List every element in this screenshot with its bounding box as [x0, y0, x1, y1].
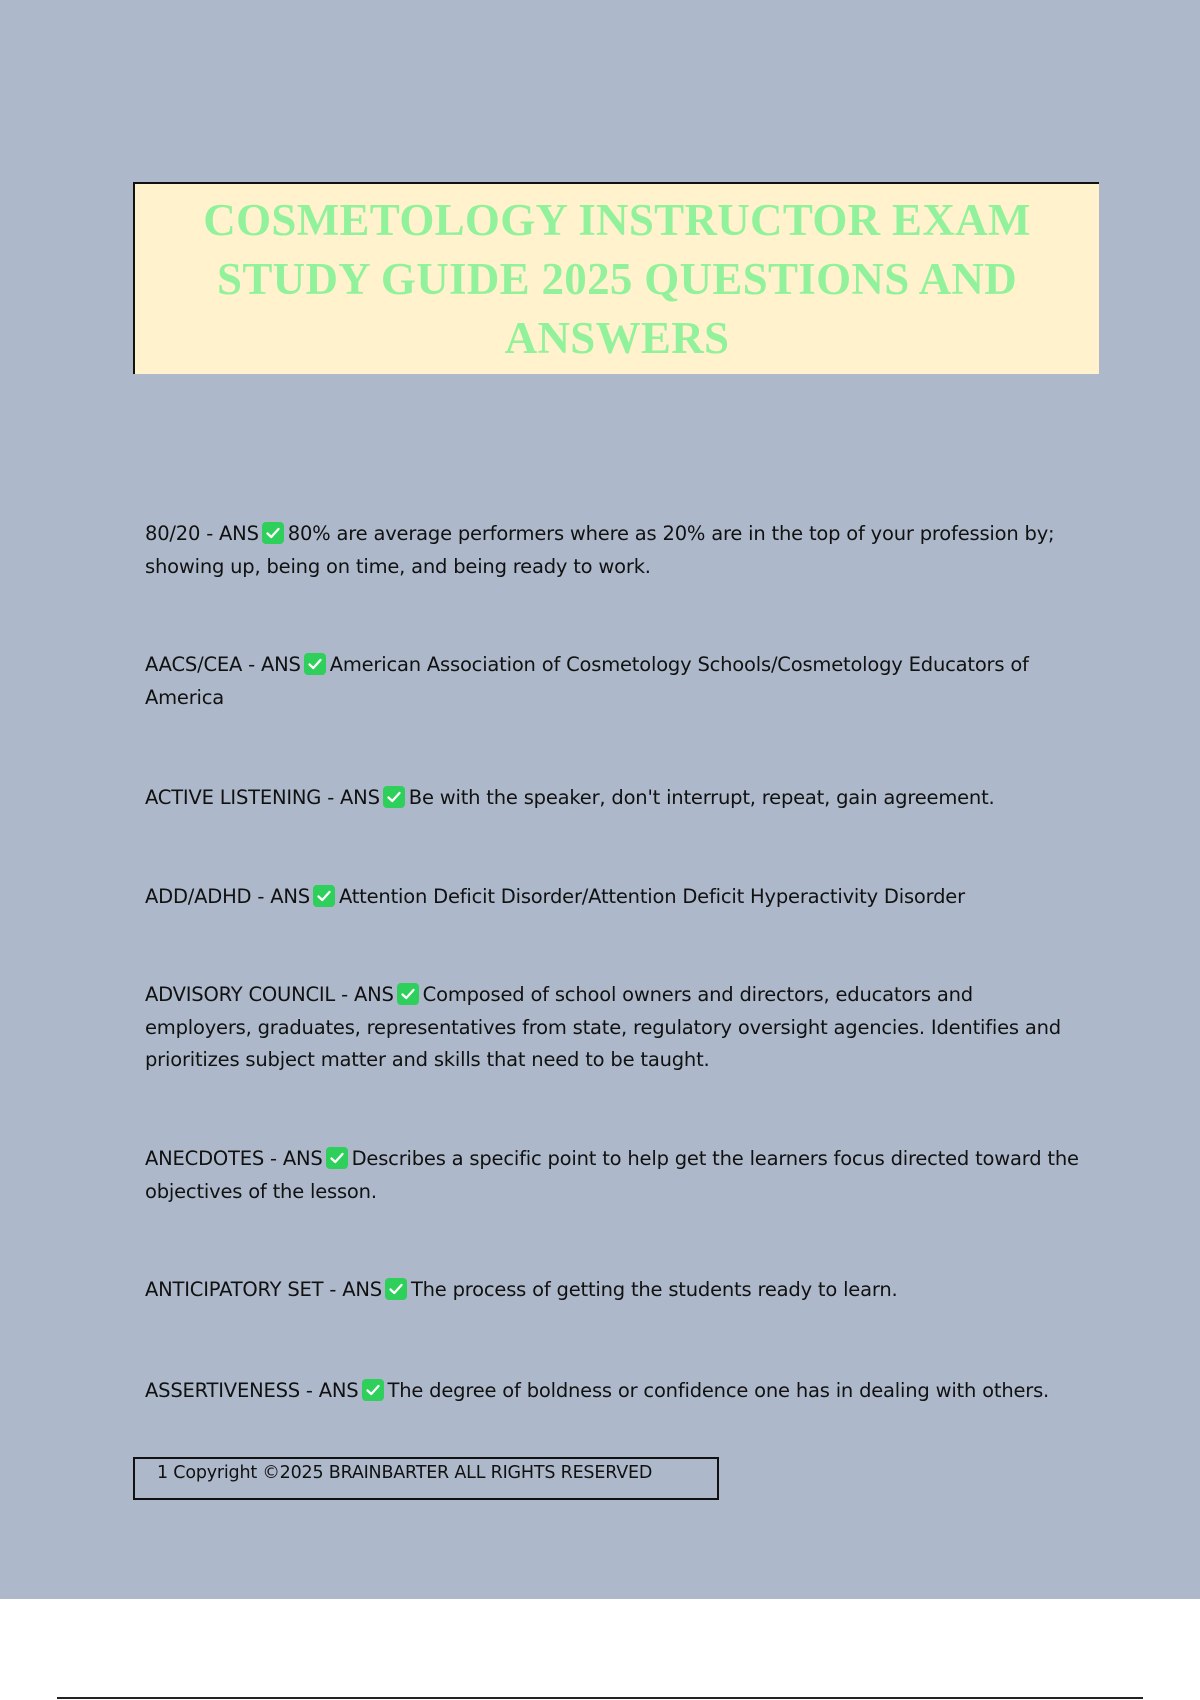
entry-term: AACS/CEA — [145, 653, 243, 676]
entry-term: ACTIVE LISTENING — [145, 786, 322, 809]
check-mark-icon — [385, 1278, 407, 1300]
entry-advisory-council: ADVISORY COUNCIL - ANS Composed of school owners and directors, educators and employers, graduates, representatives from state, regulatory oversight agencies. Identifies and prioritizes subject matter and skills that need to be taught. — [145, 983, 1061, 1071]
entry-term: ADD/ADHD — [145, 885, 252, 908]
answer-marker: ANS — [353, 983, 394, 1006]
answer-marker: ANS — [282, 1147, 323, 1170]
entry-term: 80/20 — [145, 522, 201, 545]
answer-marker: ANS — [219, 522, 259, 545]
answer-marker: ANS — [318, 1379, 359, 1402]
page-divider — [57, 1697, 1143, 1699]
entry-answer: 80% are average performers where as 20% are in the top of your profession by; showing up, being on time, and being ready to work. — [145, 522, 1055, 578]
check-mark-icon — [326, 1147, 348, 1169]
entry-answer: American Association of Cosmetology Schools/Cosmetology Educators of America — [145, 653, 1029, 709]
copyright-footer: 1 Copyright ©2025 BRAINBARTER ALL RIGHTS RESERVED — [133, 1457, 719, 1500]
check-mark-icon — [362, 1379, 384, 1401]
entry-answer: Composed of school owners and directors, educators and employers, graduates, representatives from state, regulatory oversight agencies. Identifies and prioritizes subject matter and skills that need to be taught. — [145, 983, 1061, 1071]
entry-anticipatory-set: ANTICIPATORY SET - ANS The process of getting the students ready to learn. — [145, 1278, 898, 1301]
entry-assertiveness: ASSERTIVENESS - ANS The degree of boldness or confidence one has in dealing with others. — [145, 1379, 1050, 1402]
answer-marker: ANS — [342, 1278, 382, 1301]
answer-marker: ANS — [340, 786, 380, 809]
check-mark-icon — [304, 653, 326, 675]
check-mark-icon — [397, 983, 419, 1005]
entry-answer: The degree of boldness or confidence one has in dealing with others. — [387, 1379, 1050, 1402]
document-title: COSMETOLOGY INSTRUCTOR EXAM STUDY GUIDE 2025 QUESTIONS AND ANSWERS — [203, 194, 1031, 363]
check-mark-icon — [383, 786, 405, 808]
entry-anecdotes: ANECDOTES - ANS Describes a specific point to help get the learners focus directed toward the objectives of the lesson. — [145, 1147, 1079, 1203]
answer-marker: ANS — [260, 653, 301, 676]
entry-term: ADVISORY COUNCIL — [145, 983, 336, 1006]
entry-answer: Attention Deficit Disorder/Attention Deficit Hyperactivity Disorder — [338, 885, 965, 908]
entry-answer: Be with the speaker, don't interrupt, repeat, gain agreement. — [408, 786, 995, 809]
entry-active-listening: ACTIVE LISTENING - ANS Be with the speaker, don't interrupt, repeat, gain agreement. — [145, 786, 995, 809]
entry-answer: The process of getting the students ready to learn. — [410, 1278, 898, 1301]
check-mark-icon — [313, 885, 335, 907]
entry-80-20: 80/20 - ANS 80% are average performers where as 20% are in the top of your profession by; showing up, being on time, and being ready to work. — [145, 522, 1055, 578]
entry-term: ANTICIPATORY SET — [145, 1278, 324, 1301]
entry-term: ANECDOTES — [145, 1147, 265, 1170]
entry-answer: Describes a specific point to help get the learners focus directed toward the objectives of the lesson. — [145, 1147, 1079, 1203]
entry-add-adhd: ADD/ADHD - ANS Attention Deficit Disorder/Attention Deficit Hyperactivity Disorder — [145, 885, 965, 908]
entry-term: ASSERTIVENESS — [145, 1379, 300, 1402]
title-banner — [133, 182, 1099, 374]
check-mark-icon — [262, 522, 284, 544]
entry-aacs-cea: AACS/CEA - ANS American Association of Cosmetology Schools/Cosmetology Educators of America — [145, 653, 1029, 709]
answer-marker: ANS — [270, 885, 310, 908]
